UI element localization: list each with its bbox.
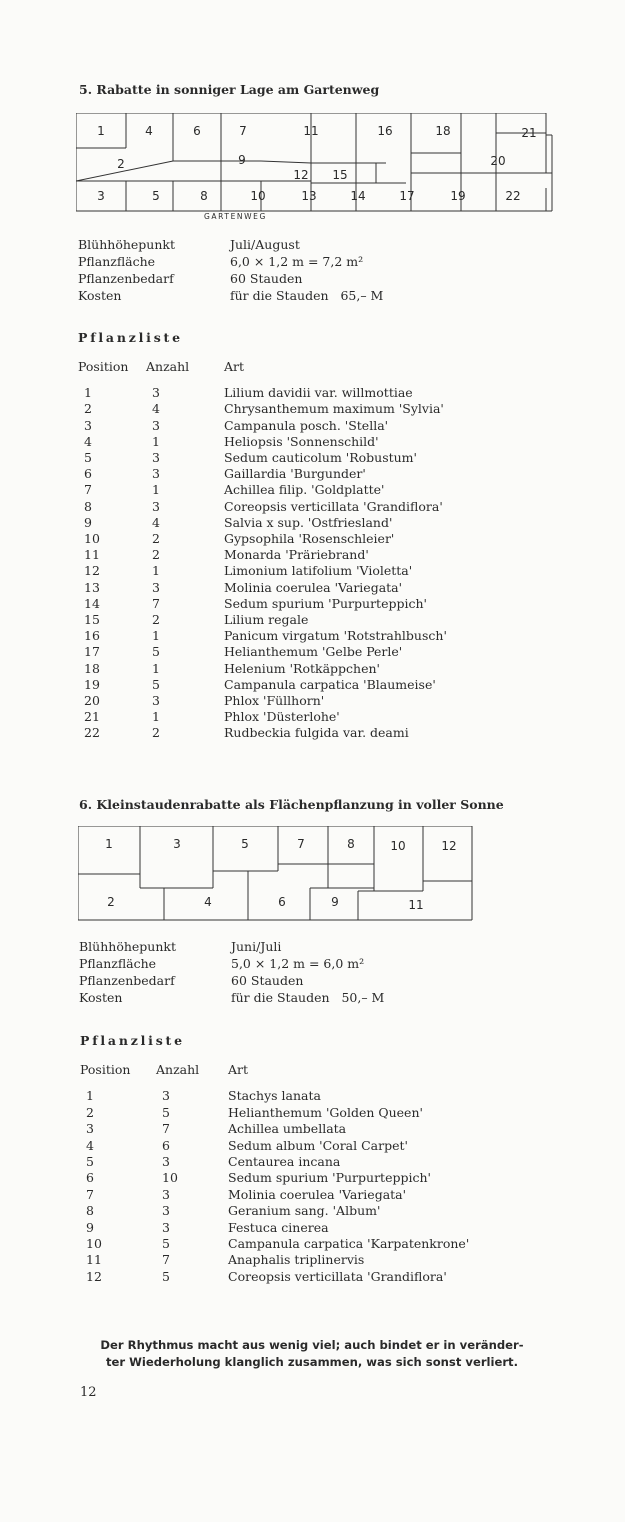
header-count: Anzahl <box>146 359 190 374</box>
section-5-title: 5. Rabatte in sonniger Lage am Gartenweg <box>79 82 380 97</box>
list-item <box>78 644 447 660</box>
plant-name-cell: Geranium sang. 'Album' <box>228 1203 381 1219</box>
list-header <box>80 1062 469 1078</box>
footer-quote <box>62 1337 562 1371</box>
position-cell: 4 <box>86 1137 94 1153</box>
header-name: Art <box>224 359 245 374</box>
position-cell: 11 <box>86 1252 102 1268</box>
count-cell: 1 <box>152 709 160 725</box>
count-cell: 1 <box>152 628 160 644</box>
list-item <box>78 725 447 741</box>
count-cell: 3 <box>152 450 160 466</box>
plan-label: 8 <box>347 837 355 851</box>
section-6-list-title: Pflanzliste <box>80 1033 185 1048</box>
list-header <box>78 359 447 375</box>
plan-label: 12 <box>441 839 457 853</box>
count-cell: 5 <box>162 1236 170 1252</box>
position-cell: 6 <box>86 1170 94 1186</box>
position-cell: 5 <box>84 450 92 466</box>
list-item <box>78 515 447 531</box>
list-item <box>78 628 447 644</box>
count-cell: 3 <box>162 1154 170 1170</box>
plan-label: 15 <box>332 168 348 182</box>
plant-name-cell: Phlox 'Füllhorn' <box>224 693 325 709</box>
plan-label: 5 <box>241 837 249 851</box>
section-5-plant-list <box>78 359 447 742</box>
plan-label: 13 <box>301 189 317 203</box>
plan-label: 1 <box>97 124 105 138</box>
count-cell: 3 <box>152 385 160 401</box>
list-item <box>78 677 447 693</box>
plant-name-cell: Sedum album 'Coral Carpet' <box>228 1137 408 1153</box>
count-cell: 5 <box>162 1104 170 1120</box>
count-cell: 5 <box>152 676 160 692</box>
position-cell: 16 <box>84 628 100 644</box>
count-cell: 3 <box>152 498 160 514</box>
list-item <box>80 1269 469 1285</box>
header-count: Anzahl <box>156 1062 200 1077</box>
list-item <box>78 661 447 677</box>
header-position: Position <box>80 1062 131 1077</box>
plant-name-cell: Limonium latifolium 'Violetta' <box>224 563 413 579</box>
count-cell: 1 <box>152 482 160 498</box>
section-6-plan-drawing <box>78 826 474 924</box>
position-cell: 3 <box>86 1121 94 1137</box>
list-item <box>78 693 447 709</box>
list-item <box>80 1154 469 1170</box>
plan-label: 14 <box>350 189 366 203</box>
plant-name-cell: Helianthemum 'Gelbe Perle' <box>224 644 403 660</box>
count-cell: 3 <box>162 1088 170 1104</box>
count-cell: 1 <box>152 433 160 449</box>
plant-name-cell: Sedum spurium 'Purpurteppich' <box>224 595 427 611</box>
list-item <box>78 499 447 515</box>
info-value: 6,0 ⨯ 1,2 m = 7,2 m² <box>230 254 364 269</box>
info-value: für die Stauden 50,– M <box>231 990 385 1005</box>
info-row <box>79 972 384 989</box>
count-cell: 7 <box>162 1252 170 1268</box>
plan-label: 16 <box>377 124 393 138</box>
plant-name-cell: Centaurea incana <box>228 1154 341 1170</box>
plan-label: 19 <box>450 189 466 203</box>
plant-name-cell: Achillea umbellata <box>228 1121 347 1137</box>
info-key: Pflanzfläche <box>78 254 156 269</box>
plan-label: 22 <box>505 189 521 203</box>
position-cell: 20 <box>84 693 100 709</box>
position-cell: 1 <box>86 1088 94 1104</box>
plant-name-cell: Achillea filip. 'Goldplatte' <box>224 482 385 498</box>
plan-label: 8 <box>200 189 208 203</box>
position-cell: 12 <box>86 1268 102 1284</box>
list-item <box>78 418 447 434</box>
list-item <box>80 1121 469 1137</box>
count-cell: 3 <box>162 1219 170 1235</box>
count-cell: 3 <box>152 693 160 709</box>
header-name: Art <box>228 1062 249 1077</box>
section-6-plant-list <box>80 1062 469 1285</box>
count-cell: 3 <box>152 417 160 433</box>
section-6-info <box>79 938 384 1006</box>
list-item <box>80 1236 469 1252</box>
position-cell: 1 <box>84 385 92 401</box>
section-5-plan <box>76 113 554 213</box>
info-value: Juni/Juli <box>231 939 282 954</box>
info-key: Kosten <box>79 990 123 1005</box>
plan-label: 12 <box>293 168 309 182</box>
plan-label: 21 <box>521 126 537 140</box>
section-5-info <box>78 236 383 304</box>
plan-label: 9 <box>238 153 246 167</box>
plan-label: 17 <box>399 189 415 203</box>
count-cell: 10 <box>162 1170 178 1186</box>
info-value: 60 Stauden <box>230 271 303 286</box>
list-item <box>78 434 447 450</box>
plant-name-cell: Helenium 'Rotkäppchen' <box>224 660 380 676</box>
position-cell: 15 <box>84 612 100 628</box>
header-position: Position <box>78 359 129 374</box>
position-cell: 17 <box>84 644 100 660</box>
info-value: für die Stauden 65,– M <box>230 288 384 303</box>
count-cell: 3 <box>162 1203 170 1219</box>
plan-label: 4 <box>204 895 212 909</box>
plan-label: 11 <box>408 898 424 912</box>
position-cell: 19 <box>84 676 100 692</box>
plant-name-cell: Campanula posch. 'Stella' <box>224 417 389 433</box>
position-cell: 12 <box>84 563 100 579</box>
plant-name-cell: Heliopsis 'Sonnenschild' <box>224 433 379 449</box>
position-cell: 21 <box>84 709 100 725</box>
list-item <box>78 580 447 596</box>
plan-label: 1 <box>105 837 113 851</box>
position-cell: 7 <box>86 1186 94 1202</box>
count-cell: 5 <box>152 644 160 660</box>
plant-name-cell: Phlox 'Düsterlohe' <box>224 709 340 725</box>
position-cell: 3 <box>84 417 92 433</box>
count-cell: 7 <box>162 1121 170 1137</box>
plan-label: 7 <box>297 837 305 851</box>
plant-name-cell: Stachys lanata <box>228 1088 321 1104</box>
plant-name-cell: Helianthemum 'Golden Queen' <box>228 1104 423 1120</box>
plan-label: 11 <box>303 124 319 138</box>
count-cell: 5 <box>162 1268 170 1284</box>
plant-name-cell: Campanula carpatica 'Karpatenkrone' <box>228 1236 470 1252</box>
plant-name-cell: Festuca cinerea <box>228 1219 329 1235</box>
info-row <box>78 270 383 287</box>
info-key: Pflanzenbedarf <box>78 271 174 286</box>
plant-name-cell: Salvia x sup. 'Ostfriesland' <box>224 514 393 530</box>
info-value: 5,0 ⨯ 1,2 m = 6,0 m² <box>231 956 365 971</box>
position-cell: 2 <box>84 401 92 417</box>
list-item <box>80 1105 469 1121</box>
position-cell: 5 <box>86 1154 94 1170</box>
position-cell: 7 <box>84 482 92 498</box>
count-cell: 2 <box>152 725 160 741</box>
plan-label: 18 <box>435 124 451 138</box>
plant-name-cell: Sedum spurium 'Purpurteppich' <box>228 1170 431 1186</box>
info-row <box>78 287 383 304</box>
position-cell: 8 <box>86 1203 94 1219</box>
list-item <box>78 385 447 401</box>
count-cell: 2 <box>152 531 160 547</box>
plan-label: 9 <box>331 895 339 909</box>
count-cell: 2 <box>152 547 160 563</box>
list-item <box>80 1220 469 1236</box>
plant-name-cell: Monarda 'Präriebrand' <box>224 547 369 563</box>
plant-name-cell: Molinia coerulea 'Variegata' <box>228 1186 407 1202</box>
plan-label: 4 <box>145 124 153 138</box>
count-cell: 1 <box>152 563 160 579</box>
plan-label: 10 <box>250 189 266 203</box>
plan-label: 3 <box>97 189 105 203</box>
list-item <box>78 450 447 466</box>
plant-name-cell: Campanula carpatica 'Blaumeise' <box>224 676 436 692</box>
info-value: 60 Stauden <box>231 973 304 988</box>
info-row <box>79 955 384 972</box>
plant-name-cell: Coreopsis verticillata 'Grandiflora' <box>224 498 443 514</box>
plan-label: 20 <box>490 154 506 168</box>
plant-name-cell: Chrysanthemum maximum 'Sylvia' <box>224 401 444 417</box>
plan-label: 5 <box>152 189 160 203</box>
count-cell: 4 <box>152 401 160 417</box>
count-cell: 2 <box>152 612 160 628</box>
position-cell: 2 <box>86 1104 94 1120</box>
position-cell: 18 <box>84 660 100 676</box>
plan-label: 6 <box>278 895 286 909</box>
count-cell: 1 <box>152 660 160 676</box>
plant-name-cell: Gaillardia 'Burgunder' <box>224 466 366 482</box>
info-key: Kosten <box>78 288 122 303</box>
position-cell: 14 <box>84 595 100 611</box>
list-item <box>78 709 447 725</box>
list-item <box>80 1252 469 1268</box>
list-item <box>80 1187 469 1203</box>
count-cell: 3 <box>152 466 160 482</box>
count-cell: 3 <box>152 579 160 595</box>
position-cell: 13 <box>84 579 100 595</box>
list-item <box>78 547 447 563</box>
plant-name-cell: Molinia coerulea 'Variegata' <box>224 579 403 595</box>
info-row <box>78 253 383 270</box>
info-row <box>78 236 383 253</box>
section-6-plan <box>78 826 474 924</box>
position-cell: 10 <box>84 531 100 547</box>
position-cell: 8 <box>84 498 92 514</box>
position-cell: 6 <box>84 466 92 482</box>
page-number: 12 <box>80 1385 97 1400</box>
count-cell: 4 <box>152 514 160 530</box>
count-cell: 6 <box>162 1137 170 1153</box>
plant-name-cell: Sedum cauticolum 'Robustum' <box>224 450 417 466</box>
list-item <box>78 531 447 547</box>
info-row <box>79 938 384 955</box>
position-cell: 9 <box>86 1219 94 1235</box>
position-cell: 11 <box>84 547 100 563</box>
plan-label: 2 <box>117 157 125 171</box>
list-item <box>80 1203 469 1219</box>
position-cell: 9 <box>84 514 92 530</box>
section-5-plan-drawing <box>76 113 554 213</box>
footer-line-1: Der Rhythmus macht aus wenig viel; auch bindet er in veränder- <box>100 1338 524 1352</box>
info-value: Juli/August <box>230 237 300 252</box>
plant-name-cell: Gypsophila 'Rosenschleier' <box>224 531 395 547</box>
section-6-title: 6. Kleinstaudenrabatte als Flächenpflanzung in voller Sonne <box>79 797 504 812</box>
position-cell: 4 <box>84 433 92 449</box>
list-item <box>78 612 447 628</box>
plant-name-cell: Lilium davidii var. willmottiae <box>224 385 413 401</box>
plant-name-cell: Coreopsis verticillata 'Grandiflora' <box>228 1268 447 1284</box>
info-row <box>79 989 384 1006</box>
garden-path-label: GARTENWEG <box>204 212 267 221</box>
plan-label: 7 <box>239 124 247 138</box>
plan-label: 2 <box>107 895 115 909</box>
list-item <box>78 596 447 612</box>
count-cell: 7 <box>152 595 160 611</box>
list-item <box>78 401 447 417</box>
count-cell: 3 <box>162 1186 170 1202</box>
list-item <box>80 1138 469 1154</box>
plan-label: 6 <box>193 124 201 138</box>
plan-label: 10 <box>390 839 406 853</box>
info-key: Pflanzenbedarf <box>79 973 175 988</box>
list-item <box>80 1170 469 1186</box>
position-cell: 22 <box>84 725 100 741</box>
plant-name-cell: Rudbeckia fulgida var. deami <box>224 725 409 741</box>
plant-name-cell: Lilium regale <box>224 612 309 628</box>
plan-label: 3 <box>173 837 181 851</box>
list-item <box>78 563 447 579</box>
plant-name-cell: Panicum virgatum 'Rotstrahlbusch' <box>224 628 447 644</box>
position-cell: 10 <box>86 1236 102 1252</box>
info-key: Pflanzfläche <box>79 956 157 971</box>
list-item <box>78 466 447 482</box>
plant-name-cell: Anaphalis triplinervis <box>228 1252 365 1268</box>
section-5-list-title: Pflanzliste <box>78 330 183 345</box>
info-key: Blühhöhepunkt <box>79 939 177 954</box>
info-key: Blühhöhepunkt <box>78 237 176 252</box>
list-item <box>80 1088 469 1104</box>
list-item <box>78 482 447 498</box>
footer-line-2: ter Wiederholung klanglich zusammen, was sich sonst verliert. <box>105 1355 519 1369</box>
